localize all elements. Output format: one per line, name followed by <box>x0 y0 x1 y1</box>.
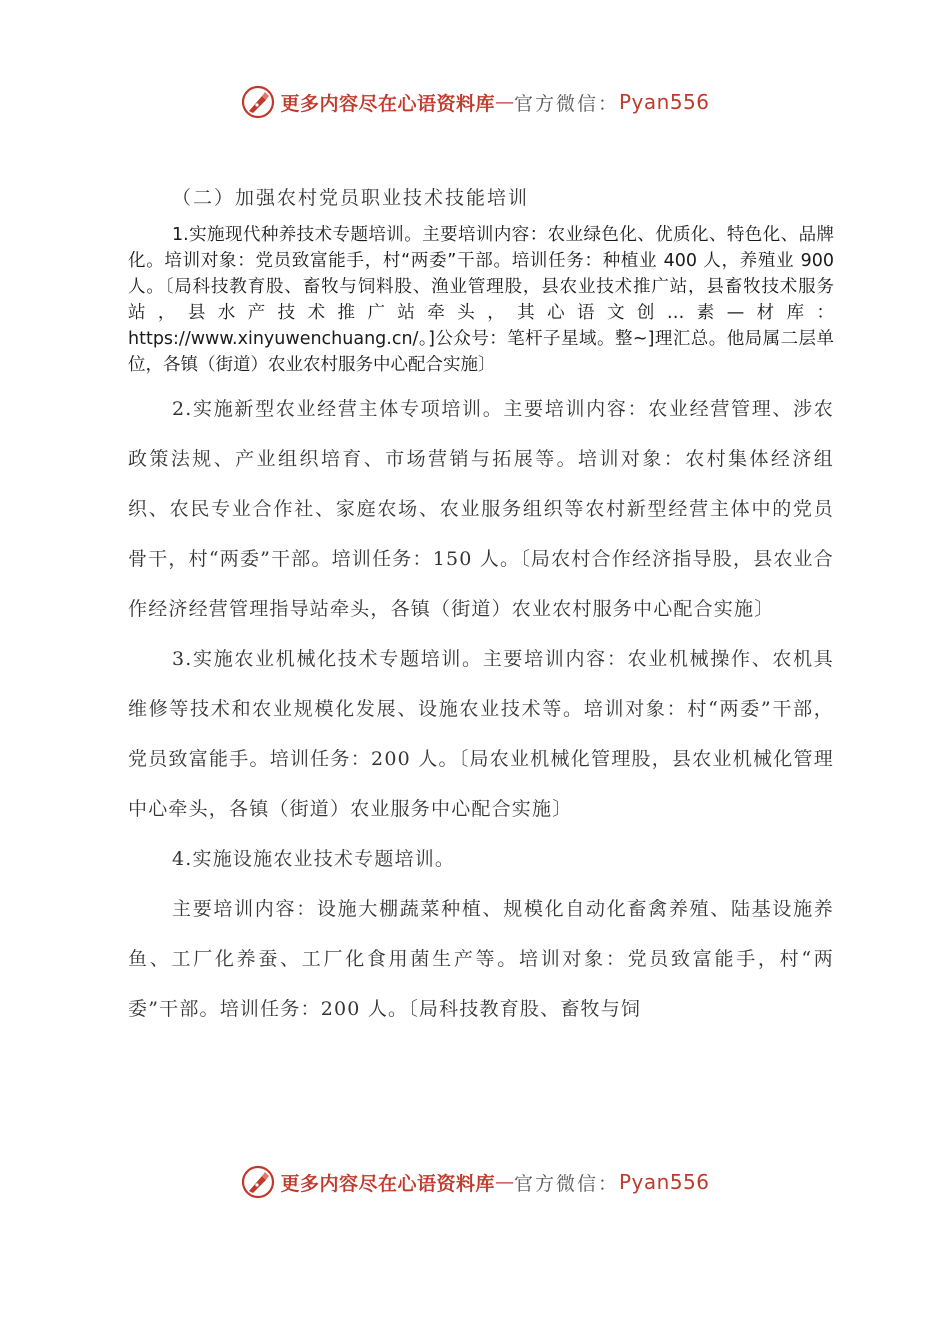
footer-banner <box>0 1160 950 1204</box>
banner-library-text: 更多内容尽在心语资料库 <box>280 1172 495 1195</box>
paragraph-5: 主要培训内容：设施大棚蔬菜种植、规模化自动化畜禽养殖、陆基设施养鱼、工厂化养蚕、工厂化食用菌生产等。培训对象：党员致富能手，村“两委”干部。培训任务：200 人。〔局科技教育股、畜牧与饲 <box>128 898 834 1020</box>
paragraph-3: 3.实施农业机械化技术专题培训。主要培训内容：农业机械操作、农机具维修等技术和农业规模化发展、设施农业技术等。培训对象：村“两委”干部，党员致富能手。培训任务：200 人。〔局农业机械化管理股，县农业机械化管理中心牵头，各镇（街道）农业服务中心配合实施〕 <box>128 648 834 820</box>
banner-wechat-label: 官方微信： <box>513 92 619 115</box>
banner-library-text: 更多内容尽在心语资料库 <box>280 92 495 115</box>
banner-wechat-id: Pyan556 <box>619 90 710 114</box>
banner-wechat-id: Pyan556 <box>619 1170 710 1194</box>
banner-wechat-label: 官方微信： <box>513 1172 619 1195</box>
banner-dash: — <box>494 91 514 113</box>
document-body <box>128 178 834 1034</box>
paragraph-2: 2.实施新型农业经营主体专项培训。主要培训内容：农业经营管理、涉农政策法规、产业组织培育、市场营销与拓展等。培训对象：农村集体经济组织、农民专业合作社、家庭农场、农业服务组织等农村新型经营主体中的党员骨干，村“两委”干部。培训任务：150 人。〔局农村合作经济指导股，县农业合作经济经营管理指导站牵头，各镇（街道）农业农村服务中心配合实施〕 <box>128 398 834 620</box>
paragraph-1: 1.实施现代种养技术专题培训。主要培训内容：农业绿色化、优质化、特色化、品牌化。培训对象：党员致富能手，村“两委”干部。培训任务：种植业 400 人，养殖业 900 人。〔局科技教育股、畜牧与饲料股、渔业管理股，县农业技术推广站，县畜牧技术服务站，县水产技术推广站牵头，其心语文创…素—材库：https://www.xinyuwenchuang.cn/。]公众号：笔杆子星域。整~]理汇总。他局属二层单位，各镇（街道）农业农村服务中心配合实施〕 <box>128 225 834 375</box>
section-heading: （二）加强农村党员职业技术技能培训 <box>172 187 530 209</box>
pen-nib-logo-icon <box>240 1164 276 1200</box>
pen-nib-logo-icon <box>240 84 276 120</box>
header-banner <box>0 80 950 124</box>
paragraph-4: 4.实施设施农业技术专题培训。 <box>172 848 456 870</box>
banner-dash: — <box>494 1171 514 1193</box>
